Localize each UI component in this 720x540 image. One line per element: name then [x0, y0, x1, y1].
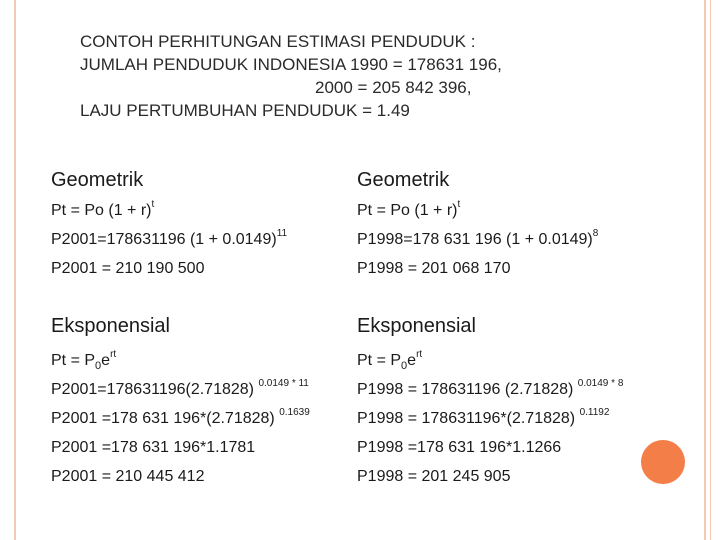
exponential-result: P1998 = 201 245 905 [357, 468, 511, 485]
exponential-calculation-1: P2001=178631196(2.71828) $^{0.0149 * 11}$ [51, 378, 309, 398]
exponential-formula: $Pt = P_0e^{rt}$ [51, 349, 117, 372]
right-frame-line [704, 0, 706, 540]
exponential-formula: $Pt = P_0e^{rt}$ [357, 349, 423, 372]
geometric-calculation: P2001=178631196 $(1 + 0.0149)^{11}$ [51, 228, 288, 248]
exponential-heading: Eksponensial [51, 315, 170, 337]
geometric-formula: Pt = Po $(1 + r)^t$ [51, 199, 155, 219]
geometric-calculation: P1998=178 631 196 $(1 + 0.0149)^8$ [357, 228, 599, 248]
exponential-heading: Eksponensial [357, 315, 476, 337]
exponential-calculation-2: P1998 = 178631196*(2.71828) $^{0.1192}$ [357, 407, 610, 427]
exponential-calculation-3: P1998 =178 631 196*1.1266 [357, 439, 562, 456]
left-column-2001 [51, 166, 351, 491]
right-column-1998 [357, 166, 657, 491]
exponential-result: P2001 = 210 445 412 [51, 468, 205, 485]
geometric-result: P1998 = 201 068 170 [357, 260, 511, 277]
geometric-heading: Geometrik [51, 169, 144, 191]
geometric-formula: Pt = Po $(1 + r)^t$ [357, 199, 461, 219]
exponential-calculation-2: P2001 =178 631 196*(2.71828) $^{0.1639}$ [51, 407, 310, 427]
title-line-1: CONTOH PERHITUNGAN ESTIMASI PENDUDUK : [80, 32, 476, 51]
decorative-circle [641, 440, 685, 484]
slide-title [80, 30, 640, 122]
right-frame-line-outer [710, 0, 711, 540]
geometric-heading: Geometrik [357, 169, 450, 191]
title-line-2: JUMLAH PENDUDUK INDONESIA 1990 = 178631 196, [80, 55, 502, 74]
exponential-calculation-1: P1998 = 178631196 (2.71828) $^{0.0149 * 8}$ [357, 378, 624, 398]
geometric-result: P2001 = 210 190 500 [51, 260, 205, 277]
title-line-4: LAJU PERTUMBUHAN PENDUDUK = 1.49 [80, 101, 410, 120]
exponential-calculation-3: P2001 =178 631 196*1.1781 [51, 439, 256, 456]
title-line-3: 2000 = 205 842 396, [315, 78, 472, 97]
left-frame-line [14, 0, 16, 540]
